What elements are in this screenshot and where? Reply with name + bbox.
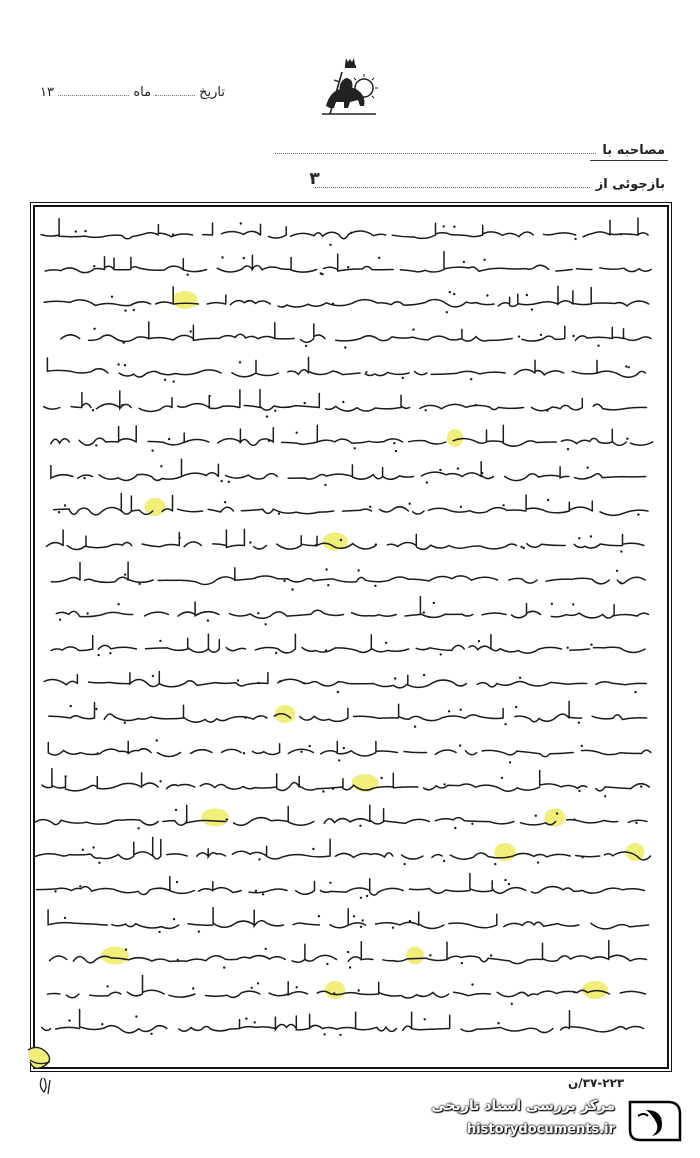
diacritic-dot: [176, 881, 178, 883]
interview-blank: [275, 153, 596, 154]
diacritic-dot: [111, 296, 113, 298]
diacritic-dot: [423, 674, 425, 676]
diacritic-dot: [578, 722, 580, 724]
diacritic-dot: [192, 987, 194, 989]
interrogation-blank: [309, 169, 590, 189]
diacritic-dot: [378, 257, 380, 259]
diacritic-dot: [453, 226, 455, 228]
diacritic-dot: [640, 785, 642, 787]
diacritic-dot: [520, 546, 522, 548]
date-label: تاریخ: [199, 85, 225, 100]
diacritic-dot: [156, 739, 158, 741]
diacritic-dot: [251, 987, 253, 989]
diacritic-dot: [342, 401, 344, 403]
diacritic-dot: [121, 404, 123, 406]
diacritic-dot: [175, 809, 177, 811]
handwritten-line: [51, 459, 646, 480]
diacritic-dot: [244, 717, 246, 719]
diacritic-dot: [362, 919, 364, 921]
diacritic-dot: [403, 863, 405, 865]
diacritic-dot: [628, 366, 630, 368]
diacritic-dot: [224, 501, 226, 503]
handwritten-line: [35, 769, 649, 792]
diacritic-dot: [198, 930, 200, 932]
diacritic-dot: [526, 294, 528, 296]
diacritic-dot: [395, 450, 397, 452]
diacritic-dot: [64, 504, 66, 506]
diacritic-dot: [573, 991, 575, 993]
diacritic-dot: [124, 364, 126, 366]
diacritic-dot: [123, 342, 125, 344]
diacritic-dot: [207, 619, 209, 621]
diacritic-dot: [333, 992, 335, 994]
diacritic-dot: [228, 481, 230, 483]
diacritic-dot: [283, 580, 285, 582]
diacritic-dot: [357, 569, 359, 571]
diacritic-dot: [374, 585, 376, 587]
diacritic-dot: [375, 543, 377, 545]
diacritic-dot: [324, 484, 326, 486]
diacritic-dot: [109, 652, 111, 654]
handwritten-text-lines: [35, 207, 667, 1067]
handwritten-line: [41, 218, 648, 239]
diacritic-dot: [92, 846, 94, 848]
diacritic-dot: [478, 640, 480, 642]
diacritic-dot: [454, 827, 456, 829]
diacritic-dot: [354, 447, 356, 449]
diacritic-dot: [304, 402, 306, 404]
diacritic-dot: [70, 705, 72, 707]
diacritic-dot: [279, 680, 281, 682]
handwritten-line: [47, 357, 645, 377]
diacritic-dot: [471, 983, 473, 985]
diacritic-dot: [101, 1023, 103, 1025]
diacritic-dot: [243, 257, 245, 259]
diacritic-dot: [439, 469, 441, 471]
diacritic-dot: [340, 539, 342, 541]
handwritten-line: [44, 672, 646, 688]
diacritic-dot: [117, 363, 119, 365]
diacritic-dot: [457, 467, 459, 469]
diacritic-dot: [173, 918, 175, 920]
diacritic-dot: [567, 647, 569, 649]
diacritic-dot: [239, 361, 241, 363]
diacritic-dot: [481, 472, 483, 474]
diacritic-dot: [604, 795, 606, 797]
diacritic-dot: [221, 480, 223, 482]
interview-field: [275, 136, 665, 158]
highlight-mark: [172, 291, 197, 309]
diacritic-dot: [159, 640, 161, 642]
interview-label: مصاحبه با: [602, 143, 665, 158]
diacritic-dot: [509, 761, 511, 763]
diacritic-dot: [531, 308, 533, 310]
handwritten-line: [48, 741, 651, 756]
diacritic-dot: [497, 1022, 499, 1024]
diacritic-dot: [449, 291, 451, 293]
watermark: [420, 1092, 690, 1152]
diacritic-dot: [312, 848, 314, 850]
handwritten-line: [51, 425, 653, 446]
diacritic-dot: [620, 233, 622, 235]
diacritic-dot: [347, 266, 349, 268]
diacritic-dot: [95, 444, 97, 446]
handwritten-line: [51, 562, 645, 585]
diacritic-dot: [366, 895, 368, 897]
diacritic-dot: [68, 1019, 70, 1021]
diacritic-dot: [385, 642, 387, 644]
diacritic-dot: [358, 989, 360, 991]
diacritic-dot: [327, 584, 329, 586]
highlight-mark: [144, 498, 165, 516]
handwritten-line: [49, 701, 647, 722]
diacritic-dot: [274, 410, 276, 412]
diacritic-dot: [433, 602, 435, 604]
diacritic-dot: [425, 409, 427, 411]
diacritic-dot: [380, 777, 382, 779]
diacritic-dot: [369, 506, 371, 508]
diacritic-dot: [323, 1033, 325, 1035]
diacritic-dot: [523, 547, 525, 549]
diacritic-dot: [160, 465, 162, 467]
diacritic-dot: [135, 1015, 137, 1017]
diacritic-dot: [82, 849, 84, 851]
handwritten-line: [55, 322, 651, 342]
diacritic-dot: [97, 752, 99, 754]
lion-and-sun-emblem-icon: [316, 56, 384, 122]
diacritic-dot: [164, 379, 166, 381]
diacritic-dot: [637, 513, 639, 515]
diacritic-dot: [245, 1017, 247, 1019]
diacritic-dot: [587, 467, 589, 469]
diacritic-dot: [409, 920, 411, 922]
diacritic-dot: [460, 506, 462, 508]
diacritic-dot: [471, 823, 473, 825]
diacritic-dot: [634, 691, 636, 693]
diacritic-dot: [124, 573, 126, 575]
diacritic-dot: [350, 232, 352, 234]
diacritic-dot: [296, 986, 298, 988]
diacritic-dot: [64, 775, 66, 777]
diacritic-dot: [470, 378, 472, 380]
diacritic-dot: [519, 677, 521, 679]
diacritic-dot: [494, 863, 496, 865]
diacritic-dot: [159, 780, 161, 782]
diacritic-dot: [332, 788, 334, 790]
diacritic-dot: [329, 244, 331, 246]
diacritic-dot: [315, 544, 317, 546]
diacritic-dot: [255, 890, 257, 892]
diacritic-dot: [490, 954, 492, 956]
diacritic-dot: [329, 882, 331, 884]
diacritic-dot: [426, 481, 428, 483]
diacritic-dot: [535, 815, 537, 817]
diacritic-dot: [309, 745, 311, 747]
diacritic-dot: [237, 679, 239, 681]
diacritic-dot: [353, 915, 355, 917]
diacritic-dot: [402, 377, 404, 379]
diacritic-dot: [572, 335, 574, 337]
highlight-mark: [101, 947, 129, 965]
diacritic-dot: [424, 1018, 426, 1020]
diacritic-dot: [226, 818, 228, 820]
diacritic-dot: [635, 822, 637, 824]
diacritic-dot: [460, 709, 462, 711]
diacritic-dot: [590, 535, 592, 537]
diacritic-dot: [318, 915, 320, 917]
diacritic-dot: [300, 751, 302, 753]
diacritic-dot: [501, 777, 503, 779]
diacritic-dot: [133, 309, 135, 311]
diacritic-dot: [574, 238, 576, 240]
diacritic-dot: [547, 499, 549, 501]
diacritic-dot: [97, 654, 99, 656]
diacritic-dot: [344, 346, 346, 348]
diacritic-dot: [339, 1034, 341, 1036]
diacritic-dot: [59, 619, 61, 621]
diacritic-dot: [106, 985, 108, 987]
diacritic-dot: [463, 261, 465, 263]
diacritic-dot: [423, 611, 425, 613]
diacritic-dot: [79, 885, 81, 887]
diacritic-dot: [578, 537, 580, 539]
diacritic-dot: [223, 966, 225, 968]
diacritic-dot: [347, 951, 349, 953]
diacritic-dot: [150, 1033, 152, 1035]
diacritic-dot: [172, 233, 174, 235]
diacritic-dot: [151, 449, 153, 451]
diacritic-dot: [208, 395, 210, 397]
diacritic-dot: [360, 897, 362, 899]
handwritten-line: [48, 908, 649, 929]
diacritic-dot: [291, 588, 293, 590]
diacritic-dot: [511, 1003, 513, 1005]
highlight-mark: [351, 774, 378, 792]
diacritic-dot: [92, 409, 94, 411]
diacritic-dot: [137, 827, 139, 829]
handwritten-line: [35, 1010, 644, 1033]
handwritten-line: [36, 874, 644, 896]
handwritten-line: [37, 252, 651, 273]
diacritic-dot: [177, 959, 179, 961]
diacritic-dot: [556, 812, 558, 814]
date-day-blank: [155, 95, 195, 96]
diacritic-dot: [98, 862, 100, 864]
diacritic-dot: [581, 745, 583, 747]
highlight-mark: [201, 809, 229, 827]
diacritic-dot: [546, 409, 548, 411]
diacritic-dot: [221, 256, 223, 258]
diacritic-dot: [537, 861, 539, 863]
watermark-url: historydocuments.ir: [466, 1122, 615, 1137]
diacritic-dot: [266, 415, 268, 417]
diacritic-dot: [620, 550, 622, 552]
year-value: ۱۳: [40, 85, 54, 100]
diacritic-dot: [625, 365, 627, 367]
diacritic-dot: [349, 966, 351, 968]
diacritic-dot: [83, 477, 85, 479]
diacritic-dot: [158, 931, 160, 933]
diacritic-dot: [393, 442, 395, 444]
diacritic-dot: [86, 612, 88, 614]
diacritic-dot: [173, 380, 175, 382]
diacritic-dot: [190, 330, 192, 332]
highlight-mark: [406, 947, 424, 965]
diacritic-dot: [257, 682, 259, 684]
diacritic-dot: [504, 879, 506, 881]
diacritic-dot: [475, 404, 477, 406]
document-code: ۳۷-۲۲۳/ن: [568, 1076, 625, 1090]
diacritic-dot: [178, 537, 180, 539]
diacritic-dot: [325, 649, 327, 651]
diacritic-dot: [125, 948, 127, 950]
diacritic-dot: [461, 962, 463, 964]
diacritic-dot: [365, 371, 367, 373]
diacritic-dot: [392, 927, 394, 929]
signature-icon: [20, 1030, 70, 1102]
diacritic-dot: [409, 503, 411, 505]
diacritic-dot: [265, 623, 267, 625]
diacritic-dot: [152, 675, 154, 677]
diacritic-dot: [619, 581, 621, 583]
interrogation-field: [309, 169, 665, 192]
highlight-mark: [447, 429, 463, 447]
diacritic-dot: [305, 345, 307, 347]
diacritic-dot: [443, 860, 445, 862]
diacritic-dot: [429, 954, 431, 956]
handwritten-line: [44, 390, 647, 412]
diacritic-dot: [124, 722, 126, 724]
diacritic-dot: [540, 334, 542, 336]
diacritic-dot: [338, 759, 340, 761]
diacritic-dot: [58, 511, 60, 513]
diacritic-dot: [518, 335, 520, 337]
diacritic-dot: [326, 963, 328, 965]
diacritic-dot: [243, 752, 245, 754]
history-documents-logo-icon: [624, 1096, 686, 1146]
diacritic-dot: [268, 440, 270, 442]
diacritic-dot: [459, 744, 461, 746]
date-field: [40, 76, 225, 100]
month-label: ماه: [133, 85, 152, 100]
diacritic-dot: [124, 309, 126, 311]
diacritic-dot: [138, 583, 140, 585]
diacritic-dot: [502, 504, 504, 506]
diacritic-dot: [483, 259, 485, 261]
diacritic-dot: [626, 438, 628, 440]
diacritic-dot: [343, 747, 345, 749]
diacritic-dot: [360, 926, 362, 928]
diacritic-dot: [581, 856, 583, 858]
handwritten-line: [43, 494, 649, 516]
diacritic-dot: [504, 723, 506, 725]
diacritic-dot: [590, 644, 592, 646]
diacritic-dot: [275, 652, 277, 654]
interrogation-label: بازجوئی از: [595, 177, 665, 192]
diacritic-dot: [168, 438, 170, 440]
handwritten-line: [44, 286, 649, 307]
diacritic-dot: [296, 432, 298, 434]
diacritic-dot: [303, 682, 305, 684]
diacritic-dot: [414, 726, 416, 728]
diacritic-dot: [337, 691, 339, 693]
diacritic-dot: [597, 345, 599, 347]
diacritic-dot: [443, 225, 445, 227]
diacritic-dot: [551, 603, 553, 605]
diacritic-dot: [64, 917, 66, 919]
diacritic-dot: [359, 825, 361, 827]
diacritic-dot: [75, 230, 77, 232]
diacritic-dot: [486, 294, 488, 296]
diacritic-dot: [440, 653, 442, 655]
diacritic-dot: [93, 265, 95, 267]
handwritten-line: [35, 837, 650, 860]
diacritic-dot: [567, 448, 569, 450]
diacritic-dot: [84, 230, 86, 232]
diacritic-dot: [187, 274, 189, 276]
diacritic-dot: [325, 568, 327, 570]
diacritic-dot: [254, 1021, 256, 1023]
diacritic-dot: [258, 858, 260, 860]
diacritic-dot: [257, 982, 259, 984]
handwritten-line: [52, 597, 648, 619]
diacritic-dot: [95, 708, 97, 710]
diacritic-dot: [320, 272, 322, 274]
diacritic-dot: [515, 706, 517, 708]
diacritic-dot: [322, 790, 324, 792]
date-month-blank: [58, 95, 129, 96]
diacritic-dot: [572, 603, 574, 605]
diacritic-dot: [443, 783, 445, 785]
diacritic-dot: [249, 541, 251, 543]
diacritic-dot: [394, 677, 396, 679]
watermark-title: مرکز بررسی اسناد تاریخی: [431, 1098, 615, 1114]
diacritic-dot: [412, 328, 414, 330]
diacritic-dot: [93, 328, 95, 330]
diacritic-dot: [54, 890, 56, 892]
header-divider: [590, 160, 668, 161]
diacritic-dot: [573, 818, 575, 820]
handwritten-text-frame: [33, 205, 669, 1069]
diacritic-dot: [508, 883, 510, 885]
diacritic-dot: [265, 948, 267, 950]
handwritten-line: [51, 634, 645, 653]
diacritic-dot: [332, 303, 334, 305]
diacritic-dot: [278, 513, 280, 515]
diacritic-dot: [616, 570, 618, 572]
diacritic-dot: [262, 893, 264, 895]
highlight-mark: [325, 981, 345, 999]
diacritic-dot: [117, 603, 119, 605]
diacritic-dot: [240, 222, 242, 224]
diacritic-dot: [446, 311, 448, 313]
diacritic-dot: [453, 293, 455, 295]
diacritic-dot: [448, 710, 450, 712]
page-number: ۳: [309, 169, 320, 189]
diacritic-dot: [578, 790, 580, 792]
diacritic-dot: [257, 612, 259, 614]
